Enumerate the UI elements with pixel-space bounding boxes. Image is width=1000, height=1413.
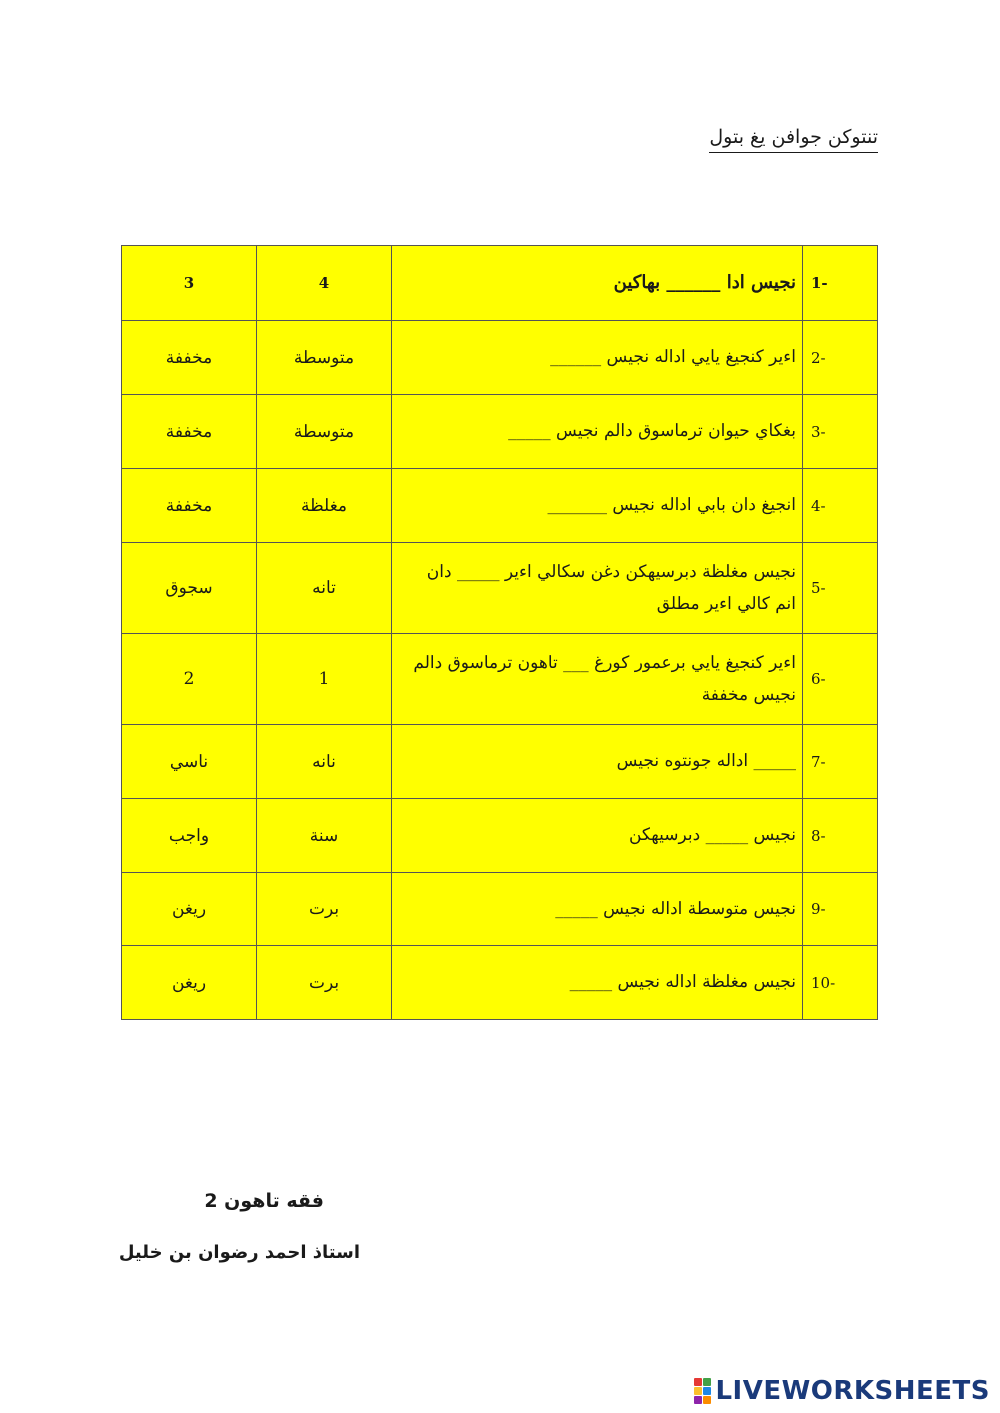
- question-text: _____ اداله جونتوه نجيس: [392, 725, 803, 799]
- option-b: مغلظة: [257, 469, 392, 543]
- option-a: ريغن: [122, 873, 257, 946]
- logo-square: [694, 1396, 702, 1404]
- logo-square: [703, 1378, 711, 1386]
- question-text: نجيس ادا ______ بهاكين: [392, 246, 803, 321]
- logo-square: [694, 1378, 702, 1386]
- logo-square: [703, 1387, 711, 1395]
- option-a: ناسي: [122, 725, 257, 799]
- table-row: [122, 469, 878, 543]
- question-text: نجيس مغلظة دبرسيهكن دغن سكالي اءير _____ دان انم كالي اءير مطلق: [392, 543, 803, 634]
- logo-square: [703, 1396, 711, 1404]
- question-text: بغكاي حيوان ترماسوق دالم نجيس _____: [392, 395, 803, 469]
- question-number: 4-: [803, 469, 878, 543]
- table-row: [122, 246, 878, 321]
- logo-icon: [694, 1378, 711, 1404]
- question-table: [121, 245, 878, 1020]
- liveworksheets-logo: [694, 1377, 990, 1405]
- table-row: [122, 321, 878, 395]
- question-number: 7-: [803, 725, 878, 799]
- option-a: سجوق: [122, 543, 257, 634]
- question-number: 2-: [803, 321, 878, 395]
- option-b: 1: [257, 634, 392, 725]
- teacher-name: استاذ احمد رضوان بن خليل: [118, 1242, 360, 1263]
- option-b: برت: [257, 873, 392, 946]
- question-text: نجيس _____ دبرسيهكن: [392, 799, 803, 873]
- option-b: نانه: [257, 725, 392, 799]
- table-row: [122, 799, 878, 873]
- logo-square: [694, 1387, 702, 1395]
- question-table-body: [122, 246, 878, 1020]
- question-text: اءير كنجيغ يايي برعمور كورغ ___ تاهون ترماسوق دالم نجيس مخففة: [392, 634, 803, 725]
- table-row: [122, 873, 878, 946]
- instruction-heading: تنتوكن جوافن يغ بتول: [709, 126, 878, 153]
- question-number: 1-: [803, 246, 878, 321]
- question-text: اءير كنجيغ يايي اداله نجيس ______: [392, 321, 803, 395]
- question-number: 8-: [803, 799, 878, 873]
- option-b: متوسطة: [257, 321, 392, 395]
- option-b: تانه: [257, 543, 392, 634]
- brand-name: LIVEWORKSHEETS: [715, 1376, 990, 1406]
- question-number: 10-: [803, 946, 878, 1020]
- table-row: [122, 543, 878, 634]
- question-text: نجيس متوسطة اداله نجيس _____: [392, 873, 803, 946]
- table-row: [122, 946, 878, 1020]
- question-number: 6-: [803, 634, 878, 725]
- table-row: [122, 395, 878, 469]
- option-b: متوسطة: [257, 395, 392, 469]
- question-number: 3-: [803, 395, 878, 469]
- question-text: نجيس مغلظة اداله نجيس _____: [392, 946, 803, 1020]
- question-text: انجيغ دان بابي اداله نجيس _______: [392, 469, 803, 543]
- option-a: 3: [122, 246, 257, 321]
- option-a: واجب: [122, 799, 257, 873]
- option-a: مخففة: [122, 469, 257, 543]
- option-a: 2: [122, 634, 257, 725]
- option-a: ريغن: [122, 946, 257, 1020]
- option-a: مخففة: [122, 395, 257, 469]
- option-b: سنة: [257, 799, 392, 873]
- question-number: 9-: [803, 873, 878, 946]
- table-row: [122, 725, 878, 799]
- option-a: مخففة: [122, 321, 257, 395]
- option-b: برت: [257, 946, 392, 1020]
- option-b: 4: [257, 246, 392, 321]
- subject-label: فقه تاهون 2: [204, 1190, 324, 1212]
- question-number: 5-: [803, 543, 878, 634]
- table-row: [122, 634, 878, 725]
